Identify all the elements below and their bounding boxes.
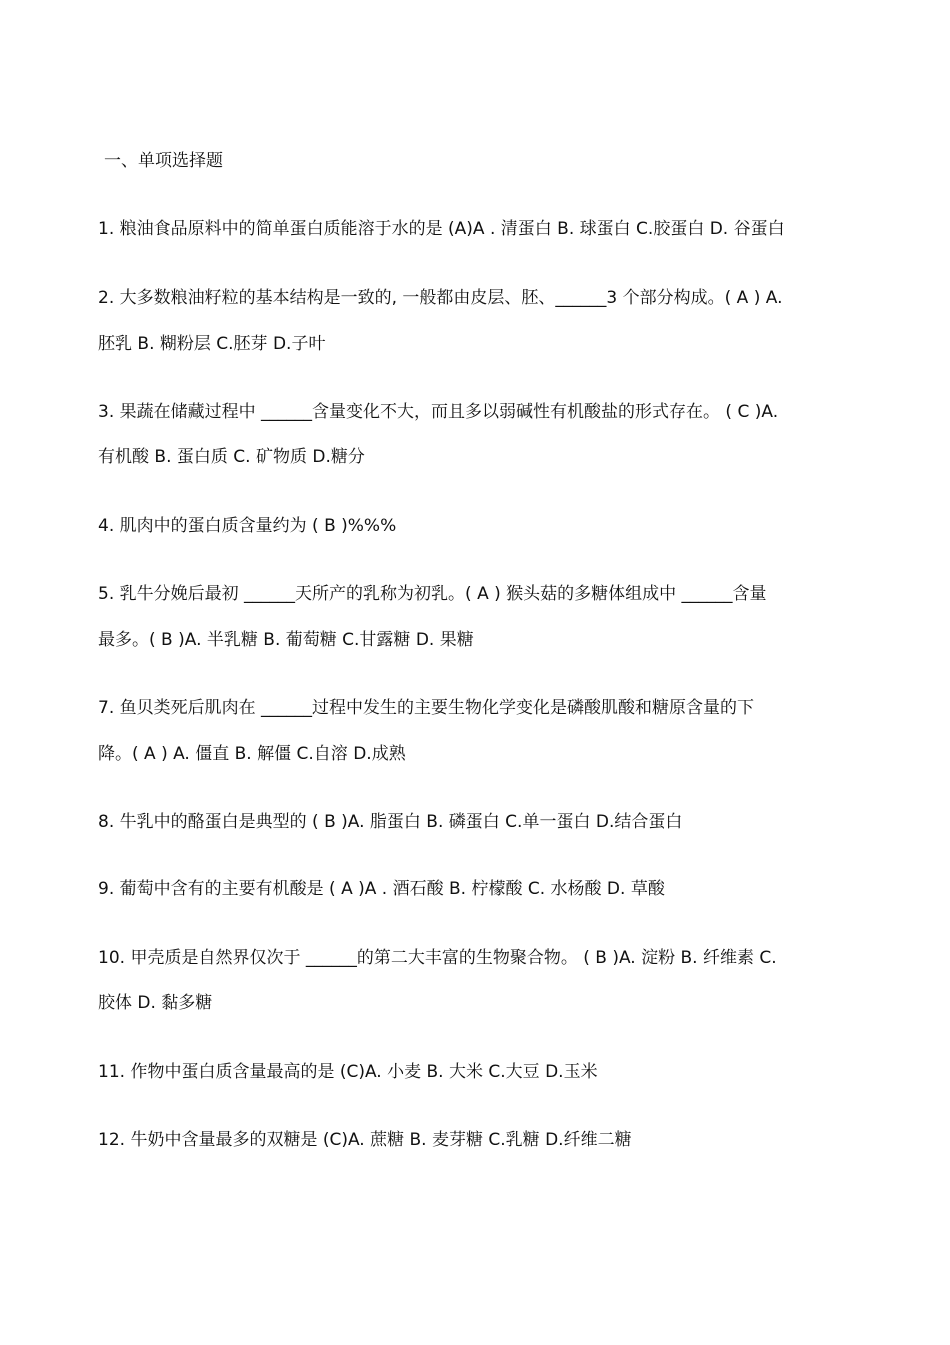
question-9-line-1: 9. 葡萄中含有的主要有机酸是 ( A )A . 酒石酸 B. 柠檬酸 C. 水杨酸 D. 草酸 [98, 879, 665, 899]
question-10-line-1: 10. 甲壳质是自然界仅次于 ______的第二大丰富的生物聚合物。 ( B )A. 淀粉 B. 纤维素 C. [98, 948, 777, 968]
question-3-line-2: 有机酸 B. 蛋白质 C. 矿物质 D.糖分 [98, 447, 365, 467]
question-7-line-1: 7. 鱼贝类死后肌肉在 ______过程中发生的主要生物化学变化是磷酸肌酸和糖原含量的下 [98, 698, 755, 718]
question-5-line-1: 5. 乳牛分娩后最初 ______天所产的乳称为初乳。( A ) 猴头菇的多糖体组成中 ______含量 [98, 584, 767, 604]
question-10-line-2: 胶体 D. 黏多糖 [98, 993, 213, 1013]
question-2-line-1: 2. 大多数粮油籽粒的基本结构是一致的, 一般都由皮层、胚、______3 个部分构成。( A ) A. [98, 288, 783, 308]
question-2-line-2: 胚乳 B. 糊粉层 C.胚芽 D.子叶 [98, 334, 326, 354]
question-7-line-2: 降。( A ) A. 僵直 B. 解僵 C.自溶 D.成熟 [98, 744, 406, 764]
section-title: 一、单项选择题 [104, 151, 223, 171]
question-5-line-2: 最多。( B )A. 半乳糖 B. 葡萄糖 C.甘露糖 D. 果糖 [98, 630, 474, 650]
question-11-line-1: 11. 作物中蛋白质含量最高的是 (C)A. 小麦 B. 大米 C.大豆 D.玉米 [98, 1062, 598, 1082]
question-8-line-1: 8. 牛乳中的酪蛋白是典型的 ( B )A. 脂蛋白 B. 磷蛋白 C.单一蛋白 D.结合蛋白 [98, 812, 683, 832]
question-12-line-1: 12. 牛奶中含量最多的双糖是 (C)A. 蔗糖 B. 麦芽糖 C.乳糖 D.纤维二糖 [98, 1130, 632, 1150]
question-3-line-1: 3. 果蔬在储藏过程中 ______含量变化不大，而且多以弱碱性有机酸盐的形式存在。 ( C )A. [98, 402, 779, 422]
question-1-line-1: 1. 粮油食品原料中的简单蛋白质能溶于水的是 (A)A . 清蛋白 B. 球蛋白 C.胶蛋白 D. 谷蛋白 [98, 219, 785, 239]
question-4-line-1: 4. 肌肉中的蛋白质含量约为 ( B )%%% [98, 516, 397, 536]
